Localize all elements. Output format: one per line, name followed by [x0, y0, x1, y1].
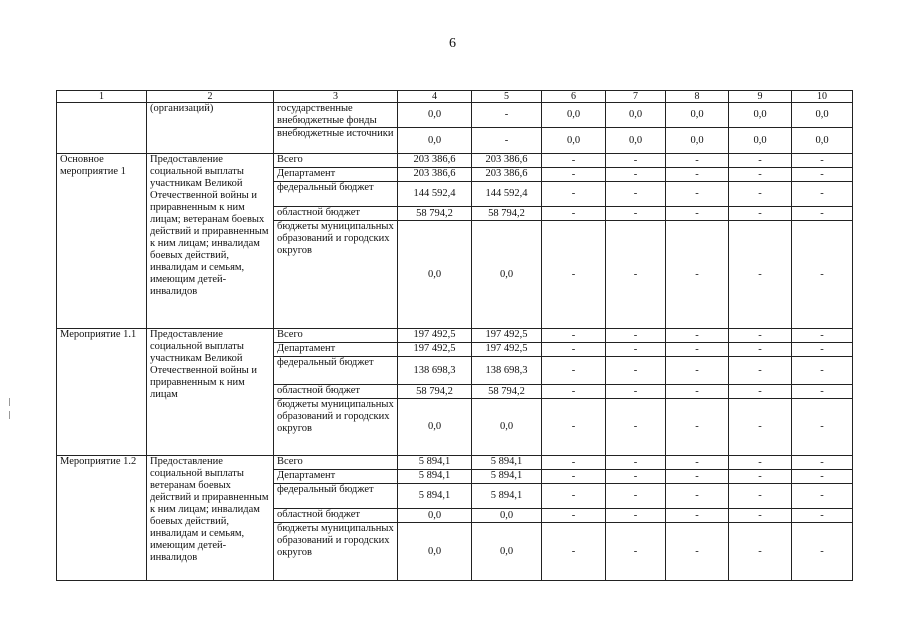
value-cell: -: [666, 168, 729, 182]
header-cell: 10: [792, 91, 853, 103]
table-row: [57, 103, 853, 128]
value-cell: 197 492,5: [398, 343, 472, 357]
value-cell: 197 492,5: [398, 329, 472, 343]
value-cell: -: [542, 221, 606, 329]
value-cell: -: [666, 385, 729, 399]
table-row: [57, 154, 853, 168]
funding-source-cell: бюджеты муниципальных образований и городских округов: [274, 221, 398, 329]
value-cell: -: [666, 484, 729, 509]
value-cell: 58 794,2: [472, 385, 542, 399]
value-cell: 5 894,1: [472, 484, 542, 509]
value-cell: -: [542, 154, 606, 168]
funding-source-cell: федеральный бюджет: [274, 357, 398, 385]
value-cell: 0,0: [606, 128, 666, 154]
value-cell: -: [792, 399, 853, 456]
value-cell: 0,0: [398, 128, 472, 154]
measure-desc-cell: Предоставление социальной выплаты участникам Великой Отечественной войны и приравненным к ним лицам: [147, 329, 274, 456]
value-cell: -: [666, 399, 729, 456]
table-row: [57, 329, 853, 343]
value-cell: -: [666, 343, 729, 357]
value-cell: -: [542, 329, 606, 343]
value-cell: 5 894,1: [472, 456, 542, 470]
value-cell: 144 592,4: [398, 182, 472, 207]
value-cell: -: [542, 523, 606, 581]
value-cell: 58 794,2: [398, 385, 472, 399]
value-cell: -: [666, 470, 729, 484]
measure-desc-cell: Предоставление социальной выплаты ветеранам боевых действий и приравненным к ним лицам; инвалидам боевых действий, инвалидам и семьям, имеющим детей-инвалидов: [147, 456, 274, 581]
value-cell: 0,0: [792, 103, 853, 128]
value-cell: -: [729, 154, 792, 168]
funding-source-cell: Департамент: [274, 343, 398, 357]
value-cell: -: [606, 523, 666, 581]
value-cell: -: [729, 385, 792, 399]
value-cell: -: [666, 154, 729, 168]
funding-source-cell: внебюджетные источники: [274, 128, 398, 154]
value-cell: -: [606, 484, 666, 509]
value-cell: 203 386,6: [398, 154, 472, 168]
header-row: [57, 91, 853, 103]
value-cell: -: [792, 357, 853, 385]
funding-source-cell: Всего: [274, 329, 398, 343]
value-cell: -: [666, 207, 729, 221]
value-cell: -: [729, 509, 792, 523]
value-cell: -: [792, 221, 853, 329]
header-cell: 5: [472, 91, 542, 103]
value-cell: -: [792, 385, 853, 399]
value-cell: -: [666, 523, 729, 581]
value-cell: 203 386,6: [472, 168, 542, 182]
header-cell: 2: [147, 91, 274, 103]
value-cell: -: [666, 456, 729, 470]
value-cell: 0,0: [729, 103, 792, 128]
value-cell: -: [666, 509, 729, 523]
value-cell: -: [792, 484, 853, 509]
value-cell: -: [606, 329, 666, 343]
value-cell: -: [542, 456, 606, 470]
value-cell: 138 698,3: [472, 357, 542, 385]
value-cell: -: [606, 221, 666, 329]
value-cell: -: [542, 399, 606, 456]
value-cell: -: [792, 154, 853, 168]
scan-mark: [9, 398, 10, 406]
value-cell: 0,0: [398, 399, 472, 456]
value-cell: -: [729, 523, 792, 581]
value-cell: -: [729, 470, 792, 484]
value-cell: 5 894,1: [398, 456, 472, 470]
value-cell: 0,0: [542, 128, 606, 154]
group-desc-cell: (организаций): [147, 103, 274, 154]
value-cell: -: [666, 221, 729, 329]
value-cell: -: [606, 168, 666, 182]
value-cell: 0,0: [792, 128, 853, 154]
value-cell: -: [542, 385, 606, 399]
value-cell: -: [729, 343, 792, 357]
header-cell: 8: [666, 91, 729, 103]
funding-source-cell: Всего: [274, 154, 398, 168]
value-cell: -: [792, 509, 853, 523]
value-cell: -: [472, 128, 542, 154]
value-cell: -: [792, 182, 853, 207]
page-number: 6: [449, 36, 456, 51]
value-cell: -: [729, 329, 792, 343]
value-cell: 0,0: [666, 128, 729, 154]
value-cell: -: [729, 221, 792, 329]
funding-source-cell: федеральный бюджет: [274, 182, 398, 207]
value-cell: -: [542, 484, 606, 509]
value-cell: -: [606, 470, 666, 484]
header-cell: 6: [542, 91, 606, 103]
header-cell: 7: [606, 91, 666, 103]
value-cell: -: [666, 182, 729, 207]
value-cell: -: [792, 329, 853, 343]
value-cell: -: [606, 357, 666, 385]
value-cell: -: [729, 399, 792, 456]
value-cell: -: [792, 168, 853, 182]
value-cell: 58 794,2: [398, 207, 472, 221]
table-row: [57, 456, 853, 470]
funding-source-cell: Департамент: [274, 470, 398, 484]
value-cell: -: [729, 207, 792, 221]
funding-source-cell: Департамент: [274, 168, 398, 182]
value-cell: -: [729, 484, 792, 509]
header-cell: 4: [398, 91, 472, 103]
value-cell: 197 492,5: [472, 343, 542, 357]
measure-name-cell: Основное мероприятие 1: [57, 154, 147, 329]
value-cell: 0,0: [542, 103, 606, 128]
value-cell: -: [542, 343, 606, 357]
value-cell: 0,0: [472, 399, 542, 456]
value-cell: -: [792, 470, 853, 484]
funding-source-cell: федеральный бюджет: [274, 484, 398, 509]
value-cell: -: [606, 385, 666, 399]
value-cell: 197 492,5: [472, 329, 542, 343]
value-cell: 5 894,1: [398, 470, 472, 484]
value-cell: 203 386,6: [472, 154, 542, 168]
value-cell: -: [729, 357, 792, 385]
value-cell: -: [606, 343, 666, 357]
value-cell: -: [729, 456, 792, 470]
value-cell: -: [792, 523, 853, 581]
value-cell: -: [729, 182, 792, 207]
value-cell: -: [606, 456, 666, 470]
value-cell: 58 794,2: [472, 207, 542, 221]
group-name-cell: [57, 103, 147, 154]
funding-source-cell: бюджеты муниципальных образований и городских округов: [274, 399, 398, 456]
value-cell: 0,0: [666, 103, 729, 128]
value-cell: -: [729, 168, 792, 182]
scan-mark: [9, 411, 10, 419]
value-cell: 0,0: [606, 103, 666, 128]
value-cell: -: [606, 154, 666, 168]
budget-table: [56, 90, 853, 581]
value-cell: 0,0: [398, 103, 472, 128]
value-cell: 138 698,3: [398, 357, 472, 385]
value-cell: 0,0: [398, 221, 472, 329]
value-cell: 203 386,6: [398, 168, 472, 182]
value-cell: -: [542, 168, 606, 182]
value-cell: 144 592,4: [472, 182, 542, 207]
value-cell: -: [542, 207, 606, 221]
measure-name-cell: Мероприятие 1.1: [57, 329, 147, 456]
header-cell: 1: [57, 91, 147, 103]
funding-source-cell: бюджеты муниципальных образований и городских округов: [274, 523, 398, 581]
value-cell: -: [666, 329, 729, 343]
funding-source-cell: областной бюджет: [274, 509, 398, 523]
header-cell: 9: [729, 91, 792, 103]
value-cell: -: [606, 399, 666, 456]
value-cell: 0,0: [398, 509, 472, 523]
value-cell: -: [472, 103, 542, 128]
value-cell: -: [792, 456, 853, 470]
value-cell: 0,0: [472, 221, 542, 329]
value-cell: 5 894,1: [398, 484, 472, 509]
value-cell: 0,0: [398, 523, 472, 581]
value-cell: 0,0: [729, 128, 792, 154]
value-cell: -: [792, 343, 853, 357]
value-cell: -: [542, 509, 606, 523]
value-cell: 5 894,1: [472, 470, 542, 484]
funding-source-cell: областной бюджет: [274, 385, 398, 399]
value-cell: -: [792, 207, 853, 221]
funding-source-cell: областной бюджет: [274, 207, 398, 221]
value-cell: -: [542, 182, 606, 207]
value-cell: -: [606, 182, 666, 207]
value-cell: 0,0: [472, 523, 542, 581]
value-cell: -: [542, 357, 606, 385]
value-cell: -: [542, 470, 606, 484]
value-cell: -: [606, 207, 666, 221]
header-cell: 3: [274, 91, 398, 103]
value-cell: -: [606, 509, 666, 523]
value-cell: 0,0: [472, 509, 542, 523]
measure-desc-cell: Предоставление социальной выплаты участникам Великой Отечественной войны и приравненным к ним лицам; ветеранам боевых действий и приравненным к ним лицам; инвалидам боевых действий, инвалидам и семьям, имеющим детей-инвалидов: [147, 154, 274, 329]
value-cell: -: [666, 357, 729, 385]
measure-name-cell: Мероприятие 1.2: [57, 456, 147, 581]
funding-source-cell: Всего: [274, 456, 398, 470]
funding-source-cell: государственные внебюджетные фонды: [274, 103, 398, 128]
